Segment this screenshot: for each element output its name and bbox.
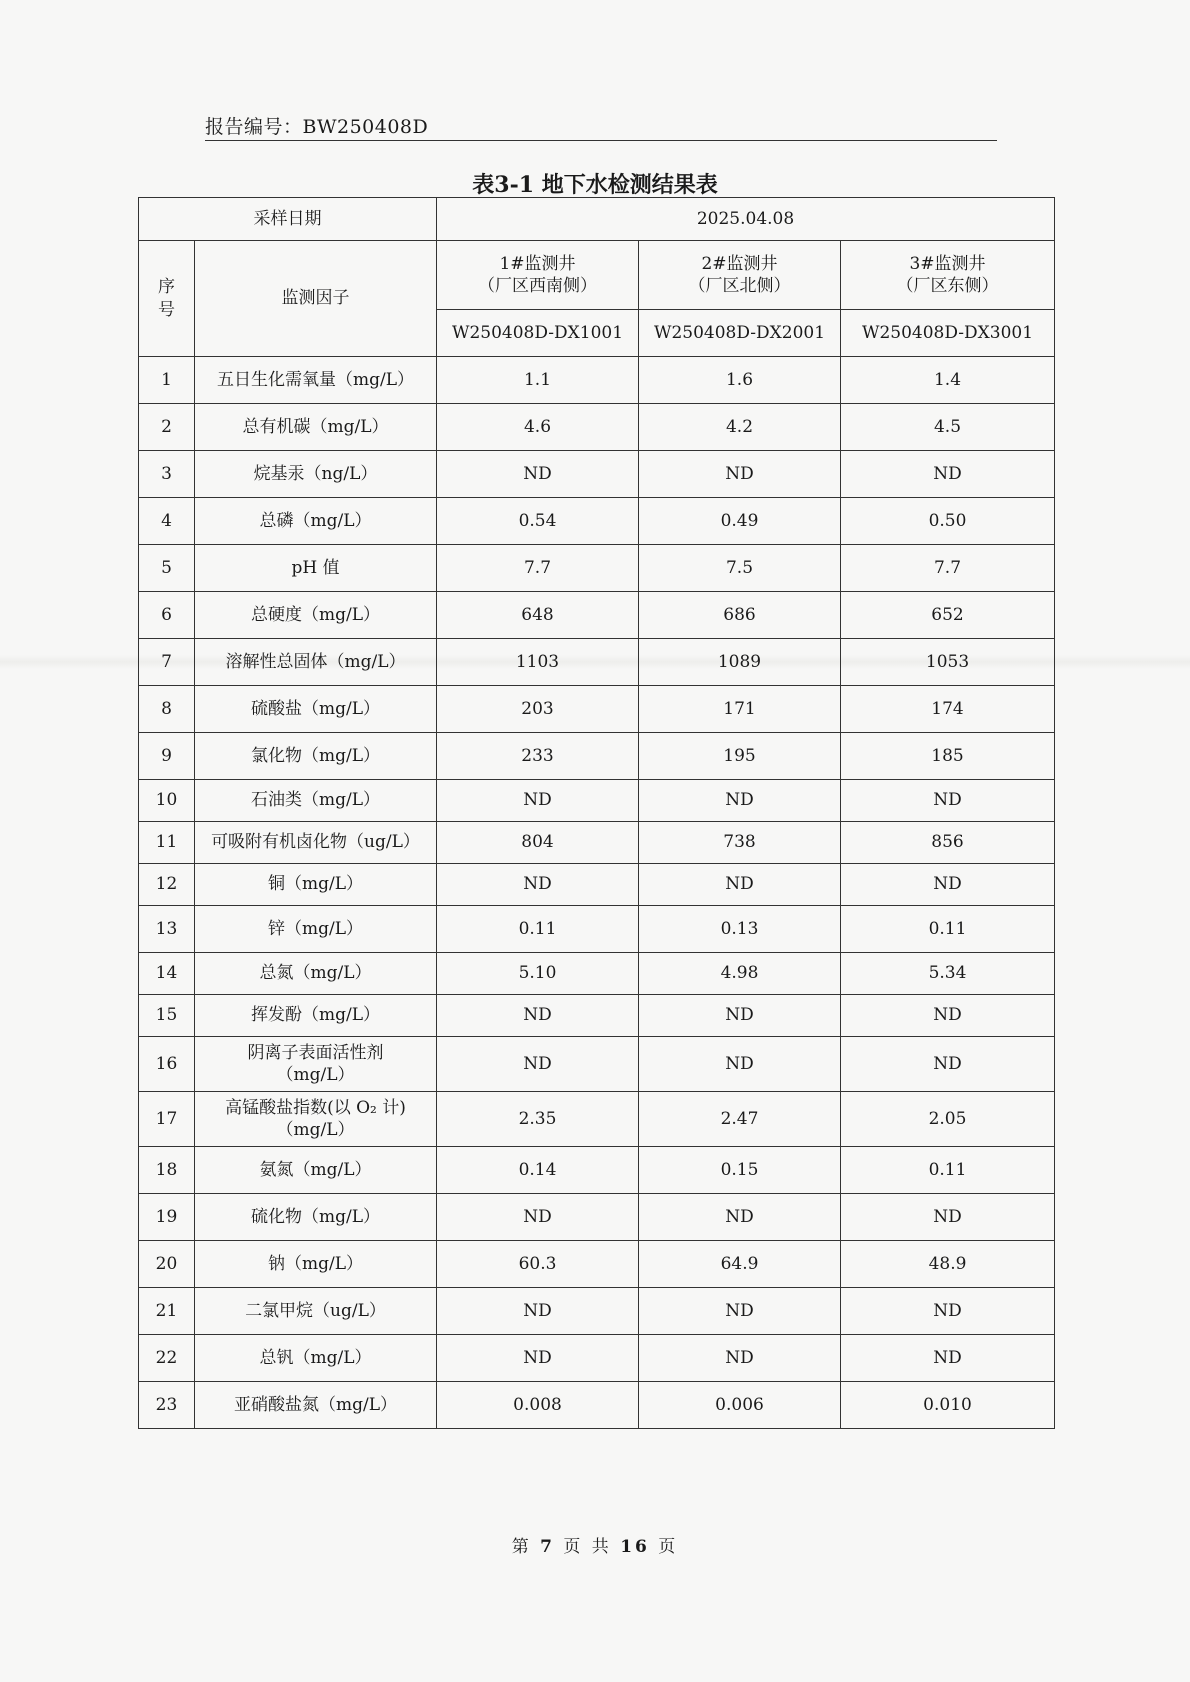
row-factor: 溶解性总固体（mg/L） — [195, 639, 437, 686]
site-3-code: W250408D-DX3001 — [841, 310, 1055, 357]
row-value-site-3: ND — [841, 995, 1055, 1037]
row-value-site-2: ND — [639, 995, 841, 1037]
row-value-site-2: 686 — [639, 592, 841, 639]
row-value-site-3: ND — [841, 1194, 1055, 1241]
row-value-site-3: 0.11 — [841, 1147, 1055, 1194]
table-row — [139, 404, 1055, 451]
row-value-site-2: ND — [639, 780, 841, 822]
footer-prefix: 第 — [511, 1537, 532, 1557]
site-1-code: W250408D-DX1001 — [437, 310, 639, 357]
row-value-site-2: 0.49 — [639, 498, 841, 545]
row-factor: 高锰酸盐指数(以 O₂ 计) （mg/L） — [195, 1092, 437, 1147]
site-1-location: （厂区西南侧） — [478, 276, 597, 296]
row-value-site-1: 648 — [437, 592, 639, 639]
site-header-row — [139, 241, 1055, 310]
site-3-name: 3#监测井 — [909, 253, 986, 274]
row-value-site-2: 1.6 — [639, 357, 841, 404]
table-row — [139, 1335, 1055, 1382]
row-value-site-3: ND — [841, 864, 1055, 906]
row-factor: 挥发酚（mg/L） — [195, 995, 437, 1037]
row-value-site-3: 0.010 — [841, 1382, 1055, 1429]
row-factor: 五日生化需氧量（mg/L） — [195, 357, 437, 404]
row-value-site-1: 2.35 — [437, 1092, 639, 1147]
sampling-date-row — [139, 198, 1055, 241]
row-number: 19 — [139, 1194, 195, 1241]
table-row — [139, 1194, 1055, 1241]
site-2-code: W250408D-DX2001 — [639, 310, 841, 357]
table-row — [139, 498, 1055, 545]
site-3-location: （厂区东侧） — [896, 276, 999, 296]
row-number: 11 — [139, 822, 195, 864]
row-factor: 锌（mg/L） — [195, 906, 437, 953]
table-row — [139, 864, 1055, 906]
row-factor: 可吸附有机卤化物（ug/L） — [195, 822, 437, 864]
site-1-header — [437, 241, 639, 310]
row-factor: 二氯甲烷（ug/L） — [195, 1288, 437, 1335]
row-value-site-3: ND — [841, 1037, 1055, 1092]
row-factor: 钠（mg/L） — [195, 1241, 437, 1288]
row-value-site-2: ND — [639, 1335, 841, 1382]
row-value-site-1: 203 — [437, 686, 639, 733]
row-value-site-1: ND — [437, 1194, 639, 1241]
row-value-site-3: 48.9 — [841, 1241, 1055, 1288]
row-value-site-2: ND — [639, 1037, 841, 1092]
footer-middle: 页 共 — [563, 1537, 612, 1557]
row-factor: 硫化物（mg/L） — [195, 1194, 437, 1241]
row-number: 23 — [139, 1382, 195, 1429]
row-number: 10 — [139, 780, 195, 822]
row-value-site-3: 0.11 — [841, 906, 1055, 953]
results-table — [138, 197, 1055, 1429]
row-factor: 总有机碳（mg/L） — [195, 404, 437, 451]
row-value-site-2: 171 — [639, 686, 841, 733]
row-value-site-1: 804 — [437, 822, 639, 864]
row-value-site-1: 233 — [437, 733, 639, 780]
row-value-site-1: ND — [437, 1037, 639, 1092]
row-factor: 亚硝酸盐氮（mg/L） — [195, 1382, 437, 1429]
row-factor: pH 值 — [195, 545, 437, 592]
row-factor: 硫酸盐（mg/L） — [195, 686, 437, 733]
table-row — [139, 1092, 1055, 1147]
row-number: 18 — [139, 1147, 195, 1194]
row-value-site-2: 195 — [639, 733, 841, 780]
table-row — [139, 780, 1055, 822]
row-value-site-3: 856 — [841, 822, 1055, 864]
row-factor: 总硬度（mg/L） — [195, 592, 437, 639]
site-3-header — [841, 241, 1055, 310]
row-value-site-3: 2.05 — [841, 1092, 1055, 1147]
row-value-site-2: ND — [639, 1194, 841, 1241]
row-value-site-3: 4.5 — [841, 404, 1055, 451]
row-factor: 氨氮（mg/L） — [195, 1147, 437, 1194]
row-factor: 总氮（mg/L） — [195, 953, 437, 995]
row-number: 16 — [139, 1037, 195, 1092]
page-total: 16 — [620, 1537, 650, 1557]
row-factor: 烷基汞（ng/L） — [195, 451, 437, 498]
row-value-site-1: 0.008 — [437, 1382, 639, 1429]
row-factor: 总钒（mg/L） — [195, 1335, 437, 1382]
seq-header: 序 号 — [139, 241, 195, 357]
row-number: 14 — [139, 953, 195, 995]
row-number: 21 — [139, 1288, 195, 1335]
row-number: 2 — [139, 404, 195, 451]
row-value-site-1: 4.6 — [437, 404, 639, 451]
row-number: 22 — [139, 1335, 195, 1382]
footer-suffix: 页 — [658, 1537, 679, 1557]
table-row — [139, 822, 1055, 864]
row-factor: 氯化物（mg/L） — [195, 733, 437, 780]
table-row — [139, 639, 1055, 686]
site-2-name: 2#监测井 — [701, 253, 778, 274]
row-number: 3 — [139, 451, 195, 498]
table-title: 表3-1 地下水检测结果表 — [472, 172, 718, 198]
row-value-site-3: 1.4 — [841, 357, 1055, 404]
table-row — [139, 451, 1055, 498]
table-row — [139, 592, 1055, 639]
row-value-site-3: ND — [841, 780, 1055, 822]
row-value-site-3: ND — [841, 451, 1055, 498]
table-row — [139, 1147, 1055, 1194]
row-factor: 阴离子表面活性剂 （mg/L） — [195, 1037, 437, 1092]
row-value-site-1: 1.1 — [437, 357, 639, 404]
table-row — [139, 545, 1055, 592]
row-value-site-2: 2.47 — [639, 1092, 841, 1147]
site-1-name: 1#监测井 — [499, 253, 576, 274]
row-value-site-3: 174 — [841, 686, 1055, 733]
row-value-site-2: 1089 — [639, 639, 841, 686]
row-factor: 总磷（mg/L） — [195, 498, 437, 545]
table-row — [139, 357, 1055, 404]
row-value-site-3: ND — [841, 1335, 1055, 1382]
row-value-site-2: ND — [639, 451, 841, 498]
row-value-site-3: 652 — [841, 592, 1055, 639]
table-row — [139, 1288, 1055, 1335]
table-row — [139, 1241, 1055, 1288]
row-value-site-2: 738 — [639, 822, 841, 864]
row-value-site-1: ND — [437, 995, 639, 1037]
row-value-site-3: 0.50 — [841, 498, 1055, 545]
row-value-site-1: ND — [437, 451, 639, 498]
row-value-site-1: 0.14 — [437, 1147, 639, 1194]
row-value-site-1: 5.10 — [437, 953, 639, 995]
row-number: 5 — [139, 545, 195, 592]
row-value-site-1: ND — [437, 864, 639, 906]
table-row — [139, 995, 1055, 1037]
table-row — [139, 686, 1055, 733]
row-value-site-1: 60.3 — [437, 1241, 639, 1288]
row-value-site-1: 0.11 — [437, 906, 639, 953]
sampling-date-value: 2025.04.08 — [437, 198, 1055, 241]
row-value-site-1: 0.54 — [437, 498, 639, 545]
table-row — [139, 906, 1055, 953]
row-number: 20 — [139, 1241, 195, 1288]
sampling-date-label: 采样日期 — [139, 198, 437, 241]
header-divider — [205, 140, 997, 141]
table-row — [139, 953, 1055, 995]
table-row — [139, 733, 1055, 780]
row-value-site-1: ND — [437, 1288, 639, 1335]
row-value-site-2: 0.006 — [639, 1382, 841, 1429]
row-factor: 石油类（mg/L） — [195, 780, 437, 822]
row-value-site-2: 0.15 — [639, 1147, 841, 1194]
row-number: 12 — [139, 864, 195, 906]
row-value-site-1: 7.7 — [437, 545, 639, 592]
row-value-site-3: ND — [841, 1288, 1055, 1335]
row-number: 7 — [139, 639, 195, 686]
table-row — [139, 1037, 1055, 1092]
row-number: 9 — [139, 733, 195, 780]
row-value-site-3: 7.7 — [841, 545, 1055, 592]
row-number: 4 — [139, 498, 195, 545]
site-2-location: （厂区北侧） — [688, 276, 791, 296]
row-value-site-2: 64.9 — [639, 1241, 841, 1288]
page-footer — [0, 1532, 1190, 1557]
row-value-site-1: ND — [437, 780, 639, 822]
row-number: 6 — [139, 592, 195, 639]
row-factor: 铜（mg/L） — [195, 864, 437, 906]
row-value-site-3: 5.34 — [841, 953, 1055, 995]
row-value-site-3: 1053 — [841, 639, 1055, 686]
row-number: 17 — [139, 1092, 195, 1147]
table-row — [139, 1382, 1055, 1429]
row-number: 1 — [139, 357, 195, 404]
row-value-site-2: ND — [639, 864, 841, 906]
report-number: 报告编号：BW250408D — [205, 116, 429, 138]
row-value-site-2: 0.13 — [639, 906, 841, 953]
row-number: 13 — [139, 906, 195, 953]
row-value-site-2: 7.5 — [639, 545, 841, 592]
page-number: 7 — [540, 1537, 555, 1557]
row-value-site-2: ND — [639, 1288, 841, 1335]
row-value-site-1: 1103 — [437, 639, 639, 686]
row-value-site-2: 4.98 — [639, 953, 841, 995]
row-value-site-3: 185 — [841, 733, 1055, 780]
row-value-site-2: 4.2 — [639, 404, 841, 451]
factor-header: 监测因子 — [195, 241, 437, 357]
row-value-site-1: ND — [437, 1335, 639, 1382]
site-2-header — [639, 241, 841, 310]
row-number: 8 — [139, 686, 195, 733]
row-number: 15 — [139, 995, 195, 1037]
